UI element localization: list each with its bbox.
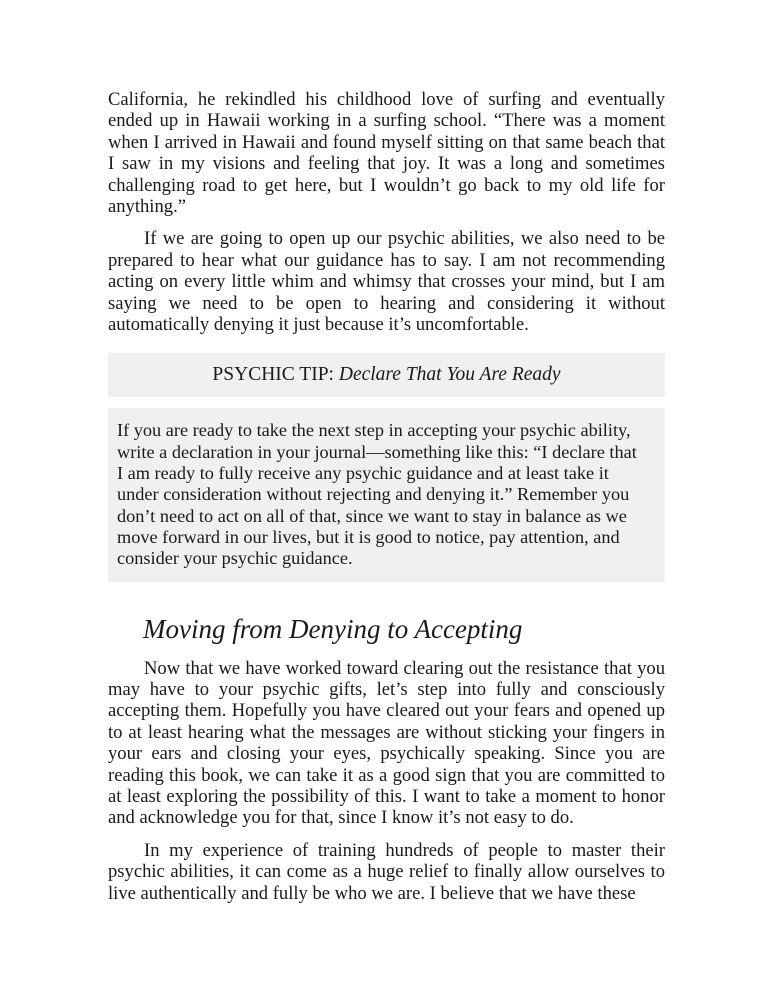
paragraph-experience: In my experience of training hundreds of people to master their psychic abilities, it can come as a huge relief to finally allow ourselves to live authentically and fully be who we are. I believe that we have these — [108, 839, 665, 904]
paragraph-accepting: Now that we have worked toward clearing out the resistance that you may have to your psychic gifts, let’s step into fully and consciously accepting them. Hopefully you have cleared out your fears and opened up to at least hearing what the messages are without sticking your fingers in your ears and closing your eyes, psychically speaking. Since you are reading this book, we can take it as a good sign that you are committed to at least exploring the possibility of this. I want to take a moment to honor and acknowledge you for that, since I know it’s not easy to do. — [108, 657, 665, 829]
tip-line: If you are ready to take the next step in accepting your psychic ability, — [117, 420, 631, 441]
section-heading: Moving from Denying to Accepting — [143, 613, 523, 644]
tip-line: don’t need to act on all of that, since we want to stay in balance as we — [117, 505, 627, 526]
tip-line: I am ready to fully receive any psychic guidance and at least take it — [117, 463, 609, 484]
tip-line: consider your psychic guidance. — [117, 548, 353, 569]
tip-line: under consideration without rejecting and denying it.” Remember you — [117, 484, 630, 505]
tip-line: write a declaration in your journal—something like this: “I declare that — [117, 441, 637, 462]
tip-label: PSYCHIC TIP: — [212, 364, 334, 386]
book-page — [108, 89, 665, 915]
paragraph-guidance: If we are going to open up our psychic abilities, we also need to be prepared to hear what our guidance has to say. I am not recommending acting on every little whim and whimsy that crosses your mind, but I am saying we need to be open to hearing and considering it without automatically denying it just because it’s uncomfortable. — [108, 228, 665, 336]
psychic-tip-body — [108, 408, 665, 581]
paragraph-continuation: California, he rekindled his childhood love of surfing and eventually ended up in Hawaii working in a surfing school. “There was a moment when I arrived in Hawaii and found myself sitting on that same beach that I saw in my visions and feeling that joy. It was a long and sometimes challenging road to get here, but I wouldn’t go back to my old life for anything.” — [108, 89, 665, 218]
tip-title: Declare That You Are Ready — [338, 364, 561, 386]
psychic-tip-header — [108, 353, 665, 397]
tip-line: move forward in our lives, but it is good to notice, pay attention, and — [117, 526, 620, 547]
